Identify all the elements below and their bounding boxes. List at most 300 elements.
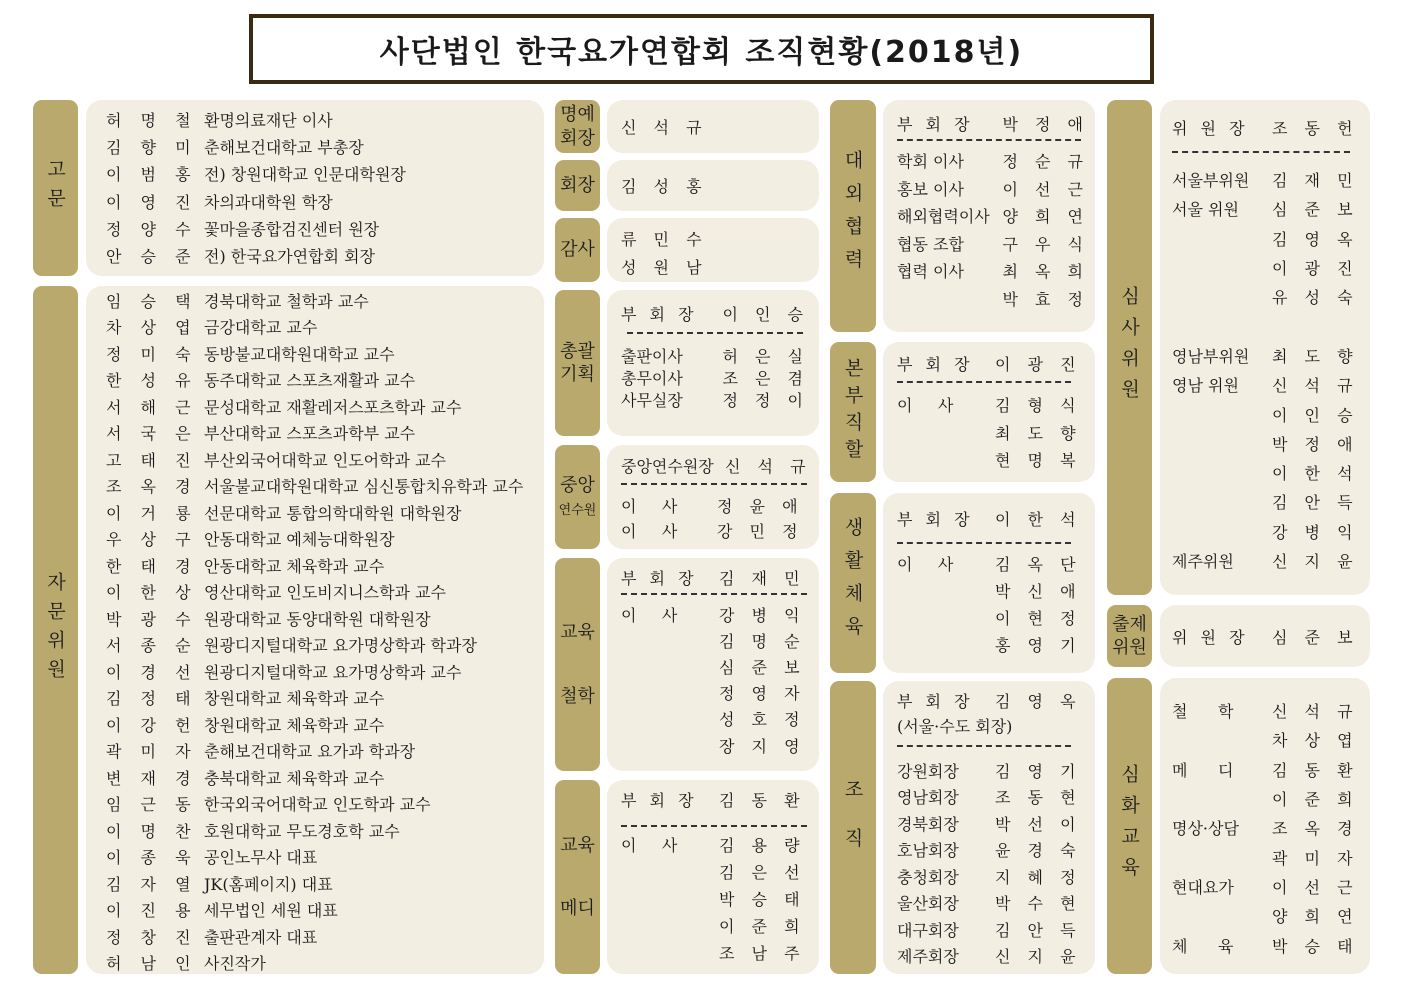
member-affiliation: 원광대학교 동양대학원 대학원장 [204, 609, 431, 629]
edu-phil-panel [607, 558, 819, 771]
member-name: 변 재 경 [106, 768, 198, 788]
member-name: 박 정 애 [1272, 434, 1359, 454]
list-item [897, 863, 1089, 890]
central-head-name: 신 석 규 [725, 457, 812, 476]
edu-medi-panel [607, 780, 819, 974]
hq-head-role: 부 회 장 [897, 355, 974, 374]
divider [897, 139, 1081, 141]
list-item [106, 552, 544, 579]
member-name: 허 은 실 [722, 346, 809, 366]
member-role: 서울부위원 [1172, 171, 1250, 191]
list-item [621, 366, 809, 388]
member-name: 이 선 근 [1272, 877, 1359, 897]
divider [1172, 151, 1350, 153]
list-item [106, 160, 544, 187]
member-name: 조 동 현 [995, 788, 1082, 808]
member-name: 이 거 룡 [106, 503, 198, 523]
member-name: 박 광 수 [106, 609, 198, 629]
member-role: 영남 위원 [1172, 376, 1239, 396]
member-name: 차 상 엽 [106, 318, 198, 338]
member-name: 김 자 열 [106, 874, 198, 894]
member-name: 김 옥 단 [995, 555, 1082, 574]
edu-phil-head-name: 김 재 민 [719, 569, 806, 588]
list-item [1172, 784, 1364, 813]
list-item [897, 943, 1089, 970]
member-name: 곽 미 자 [1272, 848, 1359, 868]
member-affiliation: 세무법인 세원 대표 [204, 901, 338, 921]
list-item [897, 285, 1089, 313]
list-item [1172, 370, 1364, 399]
member-role: 홍보 이사 [897, 179, 964, 199]
list-item [897, 916, 1089, 943]
list-item [621, 939, 813, 966]
list-item [106, 897, 544, 924]
member-affiliation: 부산외국어대학교 인도어학과 교수 [204, 450, 447, 470]
member-name: 김 형 식 [995, 396, 1082, 416]
member-affiliation: 전) 창원대학교 인문대학원장 [204, 165, 406, 185]
list-item [621, 388, 809, 410]
list-item [1172, 253, 1364, 282]
member-name: 안 승 준 [106, 247, 198, 267]
member-name: 장 지 영 [719, 736, 806, 756]
member-name: 신 석 규 [1272, 376, 1359, 396]
list-item [106, 817, 544, 844]
tab-review: 심사위원 [1107, 100, 1152, 595]
list-item [1172, 930, 1364, 959]
member-affiliation: 한국외국어대학교 인도학과 교수 [204, 795, 431, 815]
tab-advisor: 고문 [33, 100, 78, 276]
member-role: 출판이사 [621, 346, 683, 366]
member-name: 이 준 희 [1272, 790, 1359, 810]
list-item [106, 393, 544, 420]
list-item [1172, 755, 1364, 784]
general-head-name: 이 인 승 [722, 305, 809, 324]
member-name: 이 광 진 [1272, 259, 1359, 279]
tab-edu-medi [555, 780, 600, 974]
list-item [106, 658, 544, 685]
member-name: 김 동 환 [1272, 760, 1359, 780]
life-head-role: 부 회 장 [897, 510, 974, 529]
list-item [106, 764, 544, 791]
list-item [897, 784, 1089, 811]
advanced-list [1172, 696, 1364, 960]
advisor-panel [86, 100, 544, 276]
member-name: 이 인 승 [1272, 405, 1359, 425]
org-head-name: 김 영 옥 [995, 692, 1082, 711]
list-item [897, 631, 1089, 658]
member-name: 현 명 복 [995, 451, 1082, 471]
review-list [1172, 165, 1364, 575]
member-affiliation: 전) 한국요가연합회 회장 [204, 247, 375, 267]
member-name: 서 종 순 [106, 636, 198, 656]
list-item [106, 579, 544, 606]
hq-list [897, 391, 1089, 474]
member-name: 양 희 연 [1002, 207, 1089, 227]
member-name: 김 명 순 [719, 631, 806, 651]
list-item [897, 810, 1089, 837]
member-name: 이 현 정 [995, 609, 1082, 628]
list-item [897, 175, 1089, 203]
list-item [106, 605, 544, 632]
member-name: 이 한 상 [106, 583, 198, 603]
member-role: 체 육 [1172, 936, 1234, 956]
member-affiliation: 동주대학교 스포츠재활과 교수 [204, 371, 416, 391]
member-affiliation: 공인노무사 대표 [204, 848, 318, 868]
member-affiliation: 안동대학교 예체능대학원장 [204, 530, 395, 550]
member-affiliation: 차의과대학원 학장 [204, 192, 333, 212]
honorary-name: 신 석 규 [621, 118, 708, 137]
member-name: 박 신 애 [995, 582, 1082, 601]
member-name: 김 영 기 [995, 761, 1082, 781]
list-item [106, 287, 544, 314]
member-role: 사무실장 [621, 390, 683, 410]
divider [621, 825, 807, 827]
general-panel [607, 290, 819, 436]
list-item [621, 493, 813, 518]
member-affiliation: 충북대학교 체육학과 교수 [204, 768, 385, 788]
list-item [106, 106, 544, 133]
list-item [1172, 842, 1364, 871]
member-name: 이 종 욱 [106, 848, 198, 868]
list-item [106, 923, 544, 950]
member-name: 신 지 윤 [995, 947, 1082, 967]
member-name: 박 선 이 [995, 814, 1082, 834]
member-name: 곽 미 자 [106, 742, 198, 762]
member-affiliation: 호원대학교 무도경호학 교수 [204, 821, 400, 841]
member-name: 심 준 보 [1272, 200, 1359, 220]
member-role: 이 사 [897, 555, 954, 574]
member-name: 조 옥 경 [106, 477, 198, 497]
member-name: 최 도 향 [1272, 346, 1359, 366]
member-name: 박 승 태 [719, 890, 806, 909]
list-item [1172, 165, 1364, 194]
member-role: 제주위원 [1172, 552, 1234, 571]
member-affiliation: 춘해보건대학교 요가과 학과장 [204, 742, 416, 762]
member-name: 이 범 홍 [106, 165, 198, 185]
list-item [106, 473, 544, 500]
member-affiliation: 원광디지털대학교 요가명상학과 학과장 [204, 636, 477, 656]
list-item [621, 706, 813, 732]
list-item [897, 550, 1089, 577]
counsel-list [106, 287, 544, 976]
member-role: 해외협력이사 [897, 207, 990, 227]
member-role: 명상·상담 [1172, 819, 1239, 839]
member-name: 성 호 정 [719, 710, 806, 730]
edu-phil-list [621, 601, 813, 758]
member-name: 김 용 량 [719, 836, 806, 855]
member-name: 김 향 미 [106, 138, 198, 158]
member-name: 이 한 석 [1272, 464, 1359, 484]
member-name: 박 승 태 [1272, 936, 1359, 956]
member-name: 허 명 철 [106, 111, 198, 131]
member-name: 고 태 진 [106, 450, 198, 470]
president-panel [607, 160, 819, 211]
list-item [621, 601, 813, 627]
divider [621, 593, 807, 595]
member-name: 정 영 자 [719, 684, 806, 704]
hq-panel [883, 342, 1095, 482]
member-affiliation: 금강대학교 교수 [204, 318, 318, 338]
tab-general: 총괄 기획 [555, 290, 600, 436]
member-role: 영남부위원 [1172, 346, 1250, 366]
member-name: 정 순 규 [1002, 152, 1089, 172]
member-affiliation: 안동대학교 체육학과 교수 [204, 556, 385, 576]
member-role: 영남회장 [897, 788, 959, 808]
list-item [1172, 725, 1364, 754]
list-item [1172, 311, 1364, 340]
member-affiliation: 춘해보건대학교 부총장 [204, 138, 364, 158]
edu-medi-head-role: 부 회 장 [621, 791, 698, 810]
member-name: 이 선 근 [1002, 179, 1089, 199]
tab-president: 회장 [555, 160, 600, 211]
org-head-note: (서울·수도 회장) [897, 717, 1013, 736]
list-item [897, 446, 1089, 474]
list-item [1172, 696, 1364, 725]
member-affiliation: 문성대학교 재활레저스포츠학과 교수 [204, 397, 462, 417]
member-role: 서울 위원 [1172, 200, 1239, 220]
member-affiliation: 원광디지털대학교 요가명상학과 교수 [204, 662, 462, 682]
list-item [621, 885, 813, 912]
page-title: 사단법인 한국요가연합회 조직현황(2018년) [252, 17, 1151, 81]
list-item [1172, 487, 1364, 516]
org-list [897, 757, 1089, 969]
counsel-panel [86, 286, 544, 974]
tab-central-label: 중앙 [560, 474, 595, 496]
member-name: 강 민 정 [717, 522, 804, 541]
member-name: 김 영 옥 [1272, 229, 1359, 249]
list-item [106, 844, 544, 871]
member-affiliation: JK(홈페이지) 대표 [204, 874, 333, 894]
external-head-name: 박 정 애 [1002, 115, 1089, 134]
member-name: 허 남 인 [106, 954, 198, 974]
list-item [1172, 429, 1364, 458]
member-role: 현대요가 [1172, 877, 1234, 897]
honorary-panel [607, 100, 819, 153]
member-name: 강 병 익 [719, 605, 806, 625]
list-item [897, 757, 1089, 784]
member-name: 유 성 숙 [1272, 288, 1359, 308]
tab-hq: 본부직할 [830, 342, 876, 482]
list-item [106, 340, 544, 367]
general-list [621, 344, 809, 410]
list-item [1172, 517, 1364, 546]
member-role: 이 사 [621, 836, 678, 855]
member-name: 임 승 택 [106, 291, 198, 311]
central-head-role: 중앙연수원장 [621, 457, 714, 476]
member-name: 우 상 구 [106, 530, 198, 550]
tab-advanced: 심화교육 [1107, 678, 1152, 974]
list-item [106, 242, 544, 269]
member-name: 차 상 엽 [1272, 731, 1359, 751]
list-item [1172, 458, 1364, 487]
life-panel [883, 493, 1095, 673]
tab-org: 조직 [830, 681, 876, 974]
list-item [897, 147, 1089, 175]
member-name: 정 양 수 [106, 219, 198, 239]
member-affiliation: 영산대학교 인도비지니스학과 교수 [204, 583, 447, 603]
auditor-name: 성 원 남 [621, 257, 708, 277]
central-list [621, 493, 813, 543]
tab-external: 대외협력 [830, 100, 876, 332]
list-item [897, 604, 1089, 631]
divider [627, 332, 803, 334]
member-role: 이 사 [621, 522, 678, 541]
list-item [621, 680, 813, 706]
list-item [106, 632, 544, 659]
org-head-role: 부 회 장 [897, 692, 974, 711]
list-item [1172, 901, 1364, 930]
life-head-name: 이 한 석 [995, 510, 1082, 529]
member-name: 조 은 겸 [722, 368, 809, 388]
member-name: 정 창 진 [106, 927, 198, 947]
member-name: 김 안 득 [995, 920, 1082, 940]
tab-auditor: 감사 [555, 218, 600, 282]
list-item [106, 367, 544, 394]
member-role: 울산회장 [897, 894, 959, 914]
member-name: 한 태 경 [106, 556, 198, 576]
member-name: 박 수 현 [995, 894, 1082, 914]
member-role: 경북회장 [897, 814, 959, 834]
list-item [897, 419, 1089, 447]
hq-head-name: 이 광 진 [995, 355, 1082, 374]
list-item [621, 732, 813, 758]
member-affiliation: 경북대학교 철학과 교수 [204, 291, 369, 311]
member-role: 충청회장 [897, 867, 959, 887]
list-item [106, 188, 544, 215]
list-item [897, 577, 1089, 604]
list-item [1172, 813, 1364, 842]
life-list [897, 550, 1089, 658]
list-item [106, 526, 544, 553]
member-name: 정 정 이 [722, 390, 809, 410]
list-item [897, 257, 1089, 285]
member-name: 심 준 보 [719, 657, 806, 677]
list-item [106, 685, 544, 712]
external-panel [883, 100, 1095, 332]
list-item [106, 446, 544, 473]
divider [897, 542, 1071, 544]
list-item [106, 215, 544, 242]
list-item [897, 837, 1089, 864]
member-name: 한 성 유 [106, 371, 198, 391]
member-name: 지 혜 정 [995, 867, 1082, 887]
list-item [1172, 399, 1364, 428]
member-name: 김 은 선 [719, 863, 806, 882]
member-name: 김 재 민 [1272, 171, 1359, 191]
review-panel [1160, 100, 1370, 595]
member-role: 협력 이사 [897, 262, 964, 282]
member-name: 신 석 규 [1272, 702, 1359, 722]
list-item [897, 890, 1089, 917]
review-head-name: 조 동 헌 [1272, 119, 1359, 138]
member-name: 최 도 향 [995, 423, 1082, 443]
member-role: 이 사 [897, 396, 954, 416]
member-role: 메 디 [1172, 760, 1234, 780]
member-name: 최 옥 희 [1002, 262, 1089, 282]
member-affiliation: 서울불교대학원대학교 심신통합치유학과 교수 [204, 477, 524, 497]
tab-edu-phil-1: 교육 [560, 622, 595, 644]
list-item [897, 230, 1089, 258]
list-item [621, 831, 813, 858]
member-role: 학회 이사 [897, 152, 964, 172]
list-item [1172, 194, 1364, 223]
member-name: 구 우 식 [1002, 234, 1089, 254]
list-item [897, 202, 1089, 230]
auditor-panel [607, 218, 819, 282]
list-item [106, 870, 544, 897]
member-role: 이 사 [621, 605, 678, 625]
list-item [106, 499, 544, 526]
tab-life: 생활체육 [830, 493, 876, 673]
list-item [621, 518, 813, 543]
tab-counsel: 자문위원 [33, 286, 78, 974]
central-panel [607, 445, 819, 549]
exam-panel [1160, 605, 1370, 667]
external-list [897, 147, 1089, 312]
member-name: 조 남 주 [719, 944, 806, 963]
list-item [1172, 872, 1364, 901]
tab-honorary: 명예 회장 [555, 100, 600, 153]
tab-central-sub: 연수원 [558, 503, 597, 518]
list-item [621, 858, 813, 885]
list-item [106, 420, 544, 447]
list-item [106, 791, 544, 818]
list-item [1172, 546, 1364, 575]
member-name: 이 준 희 [719, 917, 806, 936]
member-affiliation: 창원대학교 체육학과 교수 [204, 715, 385, 735]
member-name: 조 옥 경 [1272, 819, 1359, 839]
list-item [621, 344, 809, 366]
list-item [621, 912, 813, 939]
member-name: 서 해 근 [106, 397, 198, 417]
list-item [106, 133, 544, 160]
divider [897, 745, 1071, 747]
member-role: 대구회장 [897, 920, 959, 940]
list-item [621, 653, 813, 679]
member-name: 이 명 찬 [106, 821, 198, 841]
edu-medi-head-name: 김 동 환 [719, 791, 806, 810]
member-name: 홍 영 기 [995, 636, 1082, 655]
member-affiliation: 동방불교대학원대학교 교수 [204, 344, 395, 364]
title-frame [249, 14, 1154, 84]
member-affiliation: 환명의료재단 이사 [204, 111, 333, 131]
member-name: 양 희 연 [1272, 907, 1359, 927]
member-role: 협동 조합 [897, 234, 964, 254]
advanced-panel [1160, 678, 1370, 974]
list-item [1172, 282, 1364, 311]
tab-edu-phil [555, 558, 600, 771]
tab-edu-medi-1: 교육 [560, 834, 595, 856]
member-name: 이 경 선 [106, 662, 198, 682]
member-affiliation: 선문대학교 통합의학대학원 대학원장 [204, 503, 462, 523]
external-head-role: 부 회 장 [897, 115, 974, 134]
member-name: 이 영 진 [106, 192, 198, 212]
list-item [106, 314, 544, 341]
member-name: 정 윤 애 [717, 497, 804, 516]
tab-edu-medi-2: 메디 [560, 898, 595, 919]
auditor-name: 류 민 수 [621, 229, 708, 249]
tab-edu-phil-2: 철학 [560, 685, 595, 707]
member-name: 강 병 익 [1272, 522, 1359, 542]
list-item [621, 627, 813, 653]
list-item [106, 950, 544, 977]
member-name: 박 효 정 [1002, 289, 1089, 309]
advisor-list [106, 106, 544, 269]
member-affiliation: 부산대학교 스포츠과학부 교수 [204, 424, 416, 444]
member-role: 총무이사 [621, 368, 683, 388]
divider [621, 483, 807, 485]
tab-central [555, 445, 600, 549]
